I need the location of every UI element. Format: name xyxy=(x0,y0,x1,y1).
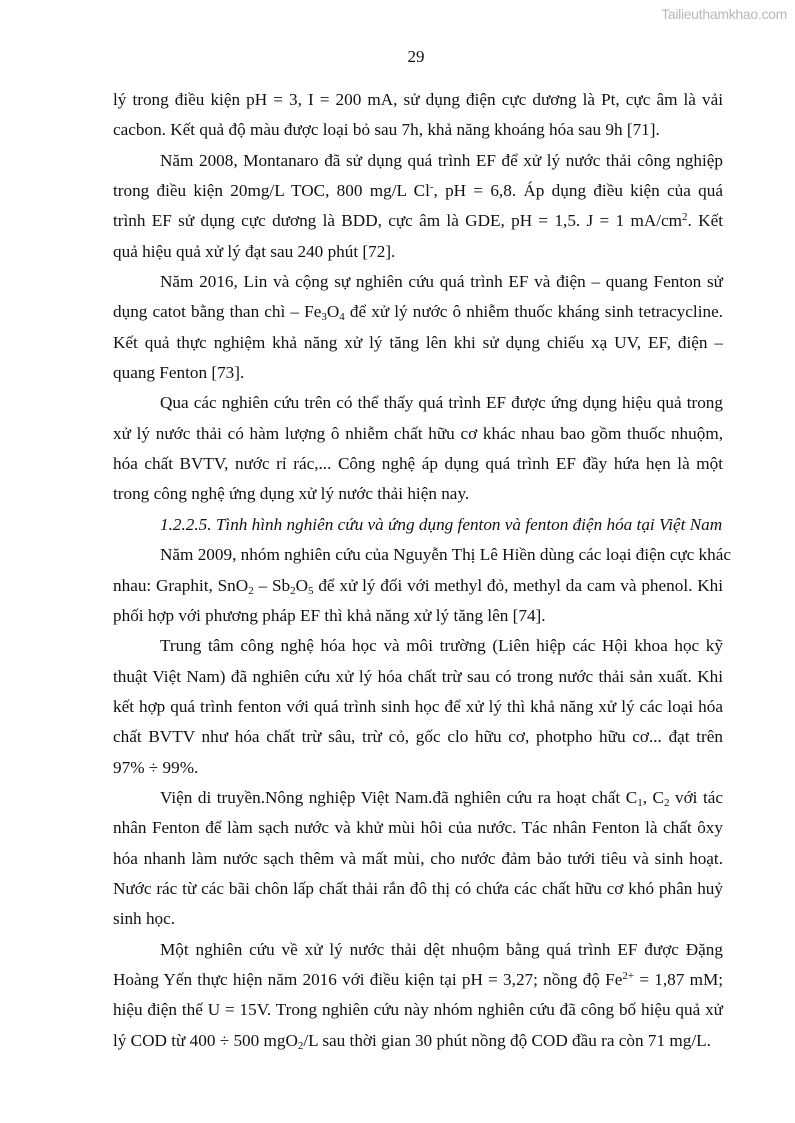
text-line xyxy=(113,267,723,297)
text-segment: dụng catot bằng than chì – Fe xyxy=(113,302,322,322)
text-line xyxy=(113,115,723,145)
text-line xyxy=(113,328,723,358)
text-segment: hiệu điện thế U = 15V. Trong nghiên cứu này nhóm nghiên cứu đã công bố hiệu quả xử xyxy=(113,1000,723,1020)
text-line xyxy=(113,479,723,509)
document-body xyxy=(113,85,732,1056)
text-segment: hóa chất BVTV, nước rỉ rác,... Công nghệ áp dụng quá trình EF đầy hứa hẹn là một xyxy=(113,454,723,474)
text-segment: Trung tâm công nghệ hóa học và môi trường (Liên hiệp các Hội khoa học kỹ xyxy=(160,636,723,656)
text-segment: trong công nghệ ứng dụng xử lý nước thải hiện nay. xyxy=(113,484,470,504)
subscript: 2 xyxy=(290,584,296,597)
text-segment: Viện di truyền.Nông nghiệp Việt Nam.đã nghiên cứu ra hoạt chất C xyxy=(160,787,638,807)
text-line xyxy=(113,176,723,206)
text-segment: , pH = 6,8. Áp dụng điều kiện của quá xyxy=(433,181,723,201)
text-segment: 97% ÷ 99%. xyxy=(113,757,199,777)
text-line xyxy=(113,844,723,874)
text-segment: /L sau thời gian 30 phút nồng độ COD đầu ra còn 71 mg/L. xyxy=(303,1030,711,1050)
text-segment: Năm 2009, nhóm nghiên cứu của Nguyễn Thị Lê Hiền dùng các loại điện cực khác xyxy=(160,545,732,565)
text-segment: Nước rác từ các bãi chôn lấp chất thải rắn đô thị có chứa các chất hữu cơ khó phân huỷ xyxy=(113,878,723,898)
text-line xyxy=(113,358,723,388)
text-segment: Qua các nghiên cứu trên có thể thấy quá trình EF được ứng dụng hiệu quả trong xyxy=(160,393,723,413)
text-line xyxy=(113,206,723,236)
text-segment: lý COD từ 400 ÷ 500 mgO xyxy=(113,1030,298,1050)
text-segment: Một nghiên cứu về xử lý nước thải dệt nhuộm bằng quá trình EF được Đặng xyxy=(160,939,723,959)
subscript: 5 xyxy=(308,584,314,597)
text-line xyxy=(113,146,723,176)
text-line xyxy=(113,1026,723,1056)
text-segment: lý trong điều kiện pH = 3, I = 200 mA, sử dụng điện cực dương là Pt, cực âm là vải xyxy=(113,90,723,109)
text-segment: quả hiệu quả xử lý đạt sau 240 phút [72]. xyxy=(113,241,396,261)
text-segment: trình EF sử dụng cực dương là BDD, cực âm là GDE, pH = 1,5. J = 1 mA/cm xyxy=(113,211,683,231)
text-line xyxy=(113,662,723,692)
text-segment: Năm 2016, Lin và cộng sự nghiên cứu quá trình EF và điện – quang Fenton sử xyxy=(160,272,723,292)
text-segment: Năm 2008, Montanaro đã sử dụng quá trình EF để xử lý nước thải công nghiệp xyxy=(160,150,723,170)
subscript: 1 xyxy=(637,796,643,809)
text-segment: xử lý nước thải có hàm lượng ô nhiễm chất hữu cơ khác nhau bao gồm thuốc nhuộm, xyxy=(113,423,723,443)
page-number: 29 xyxy=(407,47,425,66)
text-segment: . Kết xyxy=(687,211,723,231)
text-line xyxy=(113,965,723,995)
watermark: Tailieuthamkhao.com xyxy=(661,6,787,22)
text-segment: O xyxy=(326,302,340,322)
text-segment: Hoàng Yến thực hiện năm 2016 với điều kiện tại pH = 3,27; nồng độ Fe xyxy=(113,969,623,989)
subscript: 2 xyxy=(297,1039,304,1052)
text-line xyxy=(113,692,723,722)
text-line xyxy=(113,874,723,904)
text-line xyxy=(113,813,723,843)
text-segment: 1.2.2.5. Tình hình nghiên cứu và ứng dụng fenton và fenton điện hóa tại Việt Nam xyxy=(160,514,723,534)
text-line xyxy=(113,540,732,570)
superscript: - xyxy=(429,181,434,194)
text-segment: hóa nhanh làm nước sạch thêm và mất mùi, cho nước đảm bảo tưới tiêu và sinh hoạt. xyxy=(113,848,723,868)
text-segment: sinh học. xyxy=(113,909,176,929)
text-segment: , C xyxy=(642,787,664,807)
text-segment: để xử lý nước ô nhiễm thuốc kháng sinh tetracycline. xyxy=(344,302,723,322)
text-line xyxy=(113,631,723,661)
text-line xyxy=(113,388,723,418)
text-line xyxy=(113,601,723,631)
text-line xyxy=(113,904,723,934)
superscript: 2+ xyxy=(622,969,635,982)
text-line xyxy=(113,571,723,601)
text-segment: kết hợp quá trình fenton với quá trình sinh học để xử lý thì khả năng xử lý các loại hóa xyxy=(113,696,723,716)
subscript: 2 xyxy=(663,796,670,809)
text-segment: cacbon. Kết quả độ màu được loại bỏ sau 7h, khả năng khoáng hóa sau 9h [71]. xyxy=(113,120,660,140)
subscript: 4 xyxy=(339,311,345,324)
text-line xyxy=(113,722,723,752)
text-segment: O xyxy=(295,575,309,595)
superscript: 2 xyxy=(682,211,688,224)
text-line xyxy=(113,783,723,813)
text-segment: quang Fenton [73]. xyxy=(113,363,245,383)
text-segment: trong điều kiện 20mg/L TOC, 800 mg/L Cl xyxy=(113,181,430,201)
text-line xyxy=(113,419,723,449)
text-segment: – Sb xyxy=(253,575,291,595)
subscript: 2 xyxy=(248,584,254,597)
text-line xyxy=(113,935,723,965)
text-segment: để xử lý đối với methyl đỏ, methyl da cam và phenol. Khi xyxy=(313,575,723,595)
subscript: 3 xyxy=(321,311,327,324)
text-line xyxy=(113,449,723,479)
text-line xyxy=(113,237,723,267)
text-line xyxy=(113,85,723,115)
text-segment: nhân Fenton để làm sạch nước và khử mùi hôi của nước. Tác nhân Fenton là chất ôxy xyxy=(113,818,723,838)
text-segment: = 1,87 mM; xyxy=(634,969,724,989)
text-line xyxy=(113,297,723,327)
text-segment: chất BVTV như hóa chất trừ sâu, trừ cỏ, gốc clo hữu cơ, photpho hữu cơ... đạt trên xyxy=(113,727,723,747)
section-heading xyxy=(113,510,723,540)
text-segment: Kết quả thực nghiệm khả năng xử lý tăng lên khi sử dụng chiếu xạ UV, EF, điện – xyxy=(113,332,723,352)
text-line xyxy=(113,995,723,1025)
text-segment: thuật Việt Nam) đã nghiên cứu xử lý hóa chất trừ sau có trong nước thải sản xuất. Khi xyxy=(113,666,723,686)
text-segment: nhau: Graphit, SnO xyxy=(113,575,249,595)
text-line xyxy=(113,753,723,783)
text-segment: phối hợp với phương pháp EF thì khả năng xử lý tăng lên [74]. xyxy=(113,605,546,625)
text-segment: với tác xyxy=(669,787,723,807)
